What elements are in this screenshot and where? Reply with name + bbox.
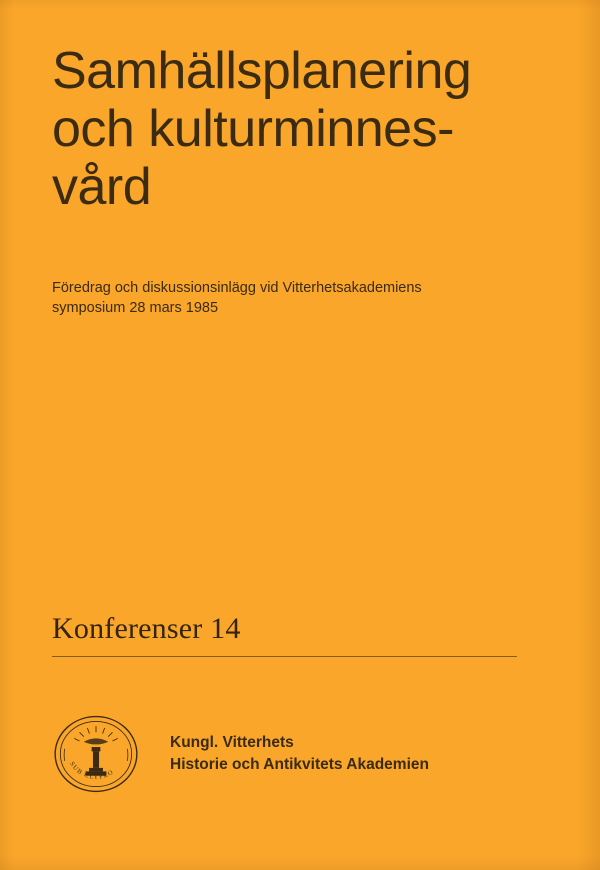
cover-title (52, 42, 522, 216)
cover-edge-top-shading (0, 0, 600, 10)
series-label: Konferenser 14 (52, 612, 241, 645)
cover-edge-bottom-shading (0, 856, 600, 870)
cover-title-line-1: Samhällsplanering (52, 42, 472, 100)
publisher-name (170, 732, 429, 776)
cover-edge-left-shading (0, 0, 14, 870)
cover-subtitle-line-1: Föredrag och diskussionsinlägg vid Vitterhetsakademiens (52, 280, 422, 296)
academy-seal-icon (52, 714, 140, 794)
cover-edge-right-shading (578, 0, 600, 870)
cover-subtitle (52, 278, 502, 318)
svg-text:SUB CLYPEO: SUB CLYPEO (68, 760, 116, 781)
cover-title-line-3: vård (52, 158, 152, 216)
cover-title-line-2: och kulturminnes- (52, 100, 454, 158)
publisher-name-line-1: Kungl. Vitterhets (170, 734, 294, 751)
publisher-block (52, 714, 522, 794)
cover-subtitle-line-2: symposium 28 mars 1985 (52, 300, 219, 316)
series-divider (52, 656, 517, 657)
series-block (52, 612, 517, 657)
publisher-name-line-2: Historie och Antikvitets Akademien (170, 756, 429, 773)
